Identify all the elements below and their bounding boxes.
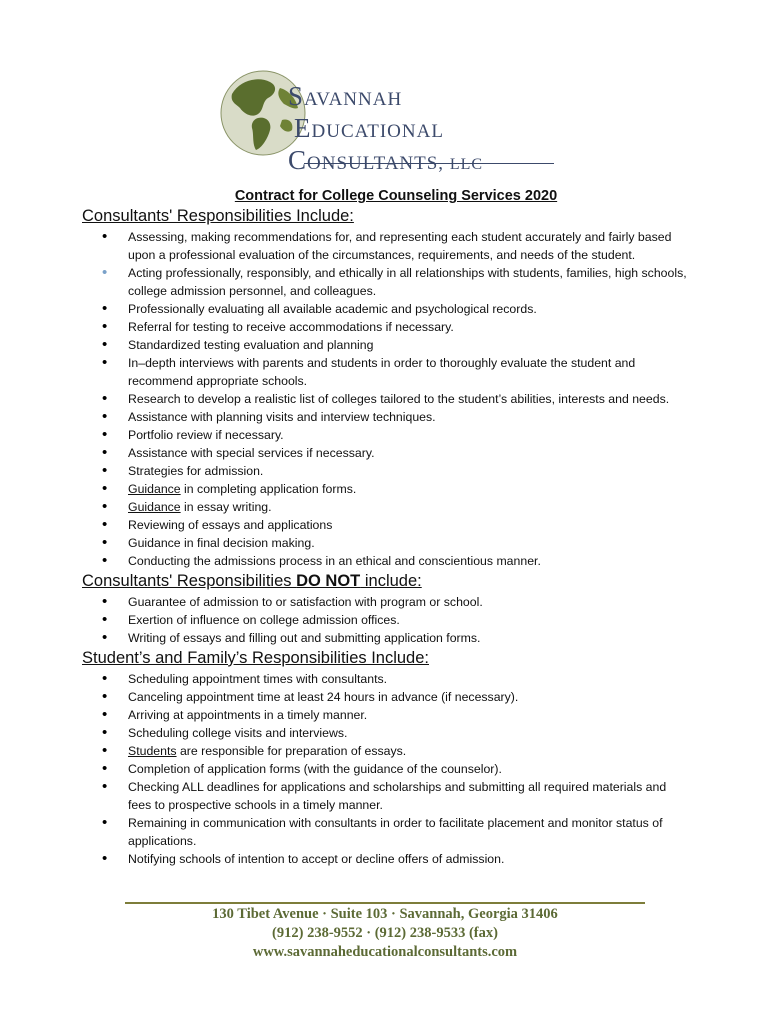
- logo-divider: [304, 163, 554, 164]
- list-item: • Canceling appointment time at least 24 hours in advance (if necessary).: [80, 688, 690, 706]
- list-item: • Assistance with planning visits and interview techniques.: [80, 408, 690, 426]
- list-item: • Standardized testing evaluation and planning: [80, 336, 690, 354]
- list-item: • Reviewing of essays and applications: [80, 516, 690, 534]
- list-item: • In–depth interviews with parents and students in order to thoroughly evaluate the student and recommend appropriate schools.: [80, 354, 690, 390]
- section-heading-student-family: Student’s and Family’s Responsibilities Include:: [82, 649, 429, 667]
- list-item: • Guarantee of admission to or satisfaction with program or school.: [80, 593, 690, 611]
- footer-contact: [0, 905, 770, 962]
- footer-website[interactable]: www.savannaheducationalconsultants.com: [252, 944, 518, 960]
- not-included-list: [80, 593, 690, 647]
- list-item: • Notifying schools of intention to accept or decline offers of admission.: [80, 850, 690, 868]
- list-item: • Exertion of influence on college admission offices.: [80, 611, 690, 629]
- footer-address: 130 Tibet Avenue · Suite 103 · Savannah, Georgia 31406: [212, 906, 558, 922]
- list-item: • Acting professionally, responsibly, and ethically in all relationships with students, families, high schools, college admission personnel, and colleagues.: [80, 264, 690, 300]
- list-item: • Writing of essays and filling out and submitting application forms.: [80, 629, 690, 647]
- list-item: • Scheduling college visits and interviews.: [80, 724, 690, 742]
- section-heading-not-included: Consultants' Responsibilities DO NOT include:: [82, 572, 422, 590]
- logo-wordmark: SAVANNAH EDUCATIONAL CONSULTANTS, LLC: [288, 81, 484, 175]
- section-heading-consultants: Consultants' Responsibilities Include:: [82, 207, 354, 225]
- list-item: • Completion of application forms (with the guidance of the counselor).: [80, 760, 690, 778]
- list-item: • Assessing, making recommendations for, and representing each student accurately and fairly based upon a professional evaluation of the circumstances, requirements, and needs of the student.: [80, 228, 690, 264]
- footer-phones: (912) 238-9552 · (912) 238-9533 (fax): [272, 925, 498, 941]
- list-item: • Checking ALL deadlines for applications and scholarships and submitting all required materials and fees to prospective schools in a timely manner.: [80, 778, 690, 814]
- page-title: Contract for College Counseling Services 2020: [234, 188, 558, 204]
- list-item: • Students are responsible for preparation of essays.: [80, 742, 690, 760]
- list-item: • Conducting the admissions process in an ethical and conscientious manner.: [80, 552, 690, 570]
- list-item: • Referral for testing to receive accommodations if necessary.: [80, 318, 690, 336]
- list-item: • Arriving at appointments in a timely manner.: [80, 706, 690, 724]
- list-item: • Remaining in communication with consultants in order to facilitate placement and monitor status of applications.: [80, 814, 690, 850]
- list-item: • Assistance with special services if necessary.: [80, 444, 690, 462]
- list-item: • Guidance in completing application forms.: [80, 480, 690, 498]
- list-item: • Scheduling appointment times with consultants.: [80, 670, 690, 688]
- document-body: [80, 186, 690, 869]
- list-item: • Research to develop a realistic list of colleges tailored to the student’s abilities, interests and needs.: [80, 390, 690, 408]
- list-item: • Guidance in final decision making.: [80, 534, 690, 552]
- list-item: • Strategies for admission.: [80, 462, 690, 480]
- list-item: • Guidance in essay writing.: [80, 498, 690, 516]
- company-logo: [218, 68, 558, 175]
- list-item: • Professionally evaluating all available academic and psychological records.: [80, 300, 690, 318]
- list-item: • Portfolio review if necessary.: [80, 426, 690, 444]
- consultants-responsibilities-list: [80, 228, 690, 570]
- student-family-responsibilities-list: [80, 670, 690, 868]
- footer-divider: [125, 902, 645, 904]
